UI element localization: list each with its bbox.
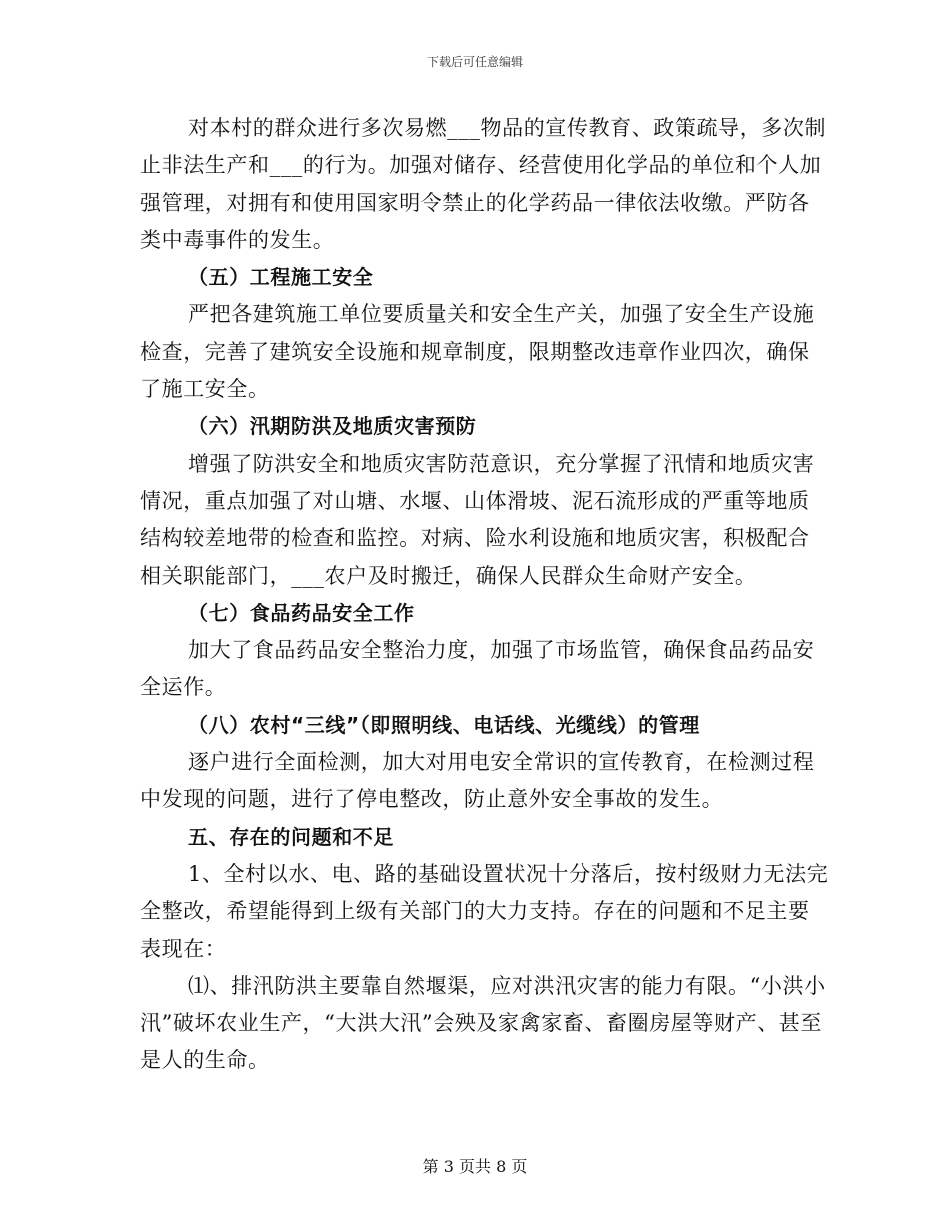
document-body [140, 110, 830, 1080]
paragraph-food-drug: 加大了食品药品安全整治力度，加强了市场监管，确保食品药品安全运作。 [140, 638, 815, 700]
page-footer: 第 3 页共 8 页 [422, 1157, 528, 1176]
page-header: 下载后可任意编辑 [426, 55, 523, 69]
paragraph-three-lines: 逐户进行全面检测，加大对用电安全常识的宣传教育，在检测过程中发现的问题，进行了停电整改，防止意外安全事故的发生。 [140, 750, 815, 812]
paragraph-flood: 增强了防洪安全和地质灾害防范意识，充分掌握了汛情和地质灾害情况，重点加强了对山塘、水堰、山体滑坡、泥石流形成的严重等地质结构较差地带的检查和监控。对病、险水利设施和地质灾害，积极配合相关职能部门，___农户及时搬迁，确保人民群众生命财产安全。 [140, 451, 815, 588]
paragraph-chemicals: 对本村的群众进行多次易燃___物品的宣传教育、政策疏导，多次制止非法生产和___的行为。加强对储存、经营使用化学品的单位和个人加强管理，对拥有和使用国家明令禁止的化学药品一律依法收缴。严防各类中毒事件的发生。 [140, 116, 827, 252]
paragraph-problem-1: ⑴、排汛防洪主要靠自然堰渠，应对洪汛灾害的能力有限。“小洪小汛”破坏农业生产，“大洪大汛”会殃及家禽家畜、畜圈房屋等财产、甚至是人的生命。 [140, 973, 826, 1073]
paragraph-construction: 严把各建筑施工单位要质量关和安全生产关，加强了安全生产设施检查，完善了建筑安全设施和规章制度，限期整改违章作业四次，确保了施工安全。 [140, 302, 815, 402]
heading-three-lines: （八）农村“三线”（即照明线、电话线、光缆线）的管理 [188, 712, 700, 737]
paragraph-problems-intro: 1、全村以水、电、路的基础设置状况十分落后，按村级财力无法完全整改，希望能得到上级有关部门的大力支持。存在的问题和不足主要表现在： [140, 861, 829, 961]
heading-problems: 五、存在的问题和不足 [188, 824, 394, 849]
heading-food-drug-safety: （七）食品药品安全工作 [188, 600, 415, 625]
heading-construction-safety: （五）工程施工安全 [188, 265, 374, 290]
heading-flood-prevention: （六）汛期防洪及地质灾害预防 [188, 414, 477, 439]
